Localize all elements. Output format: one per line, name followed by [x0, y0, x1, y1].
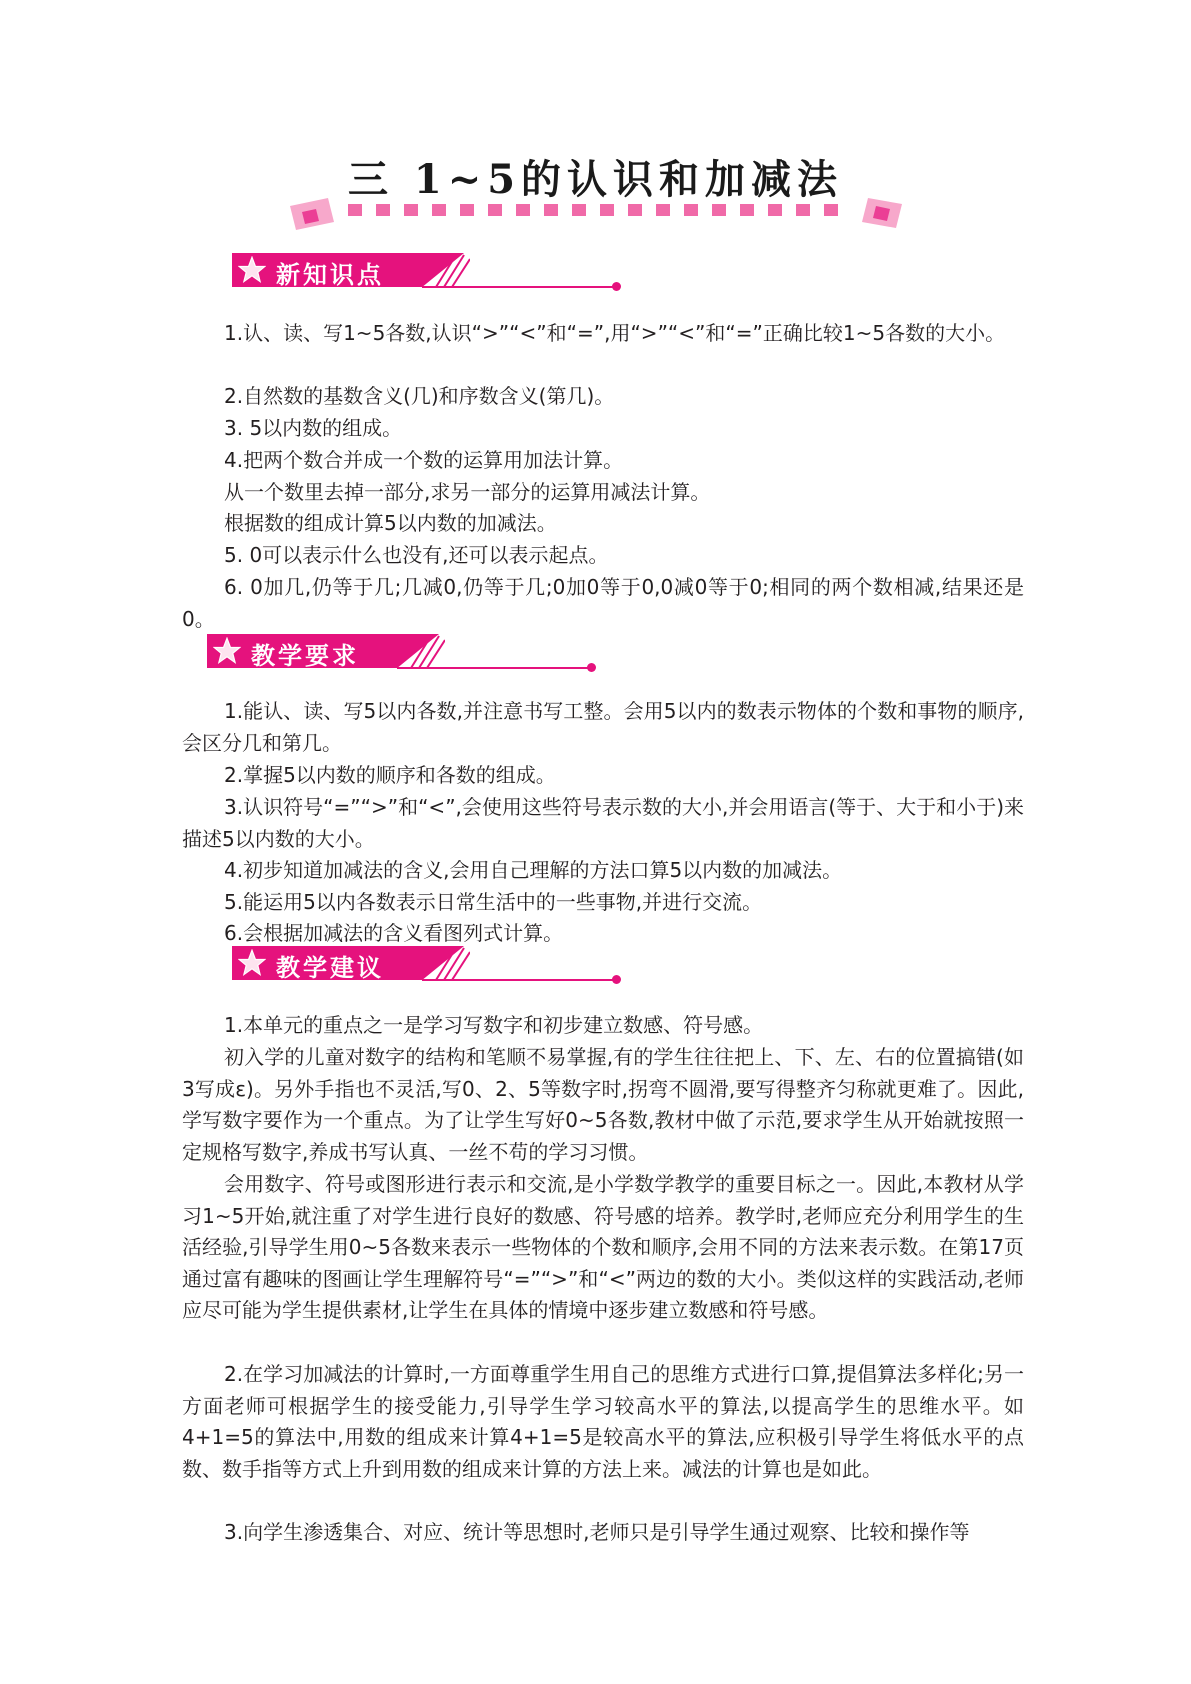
paragraph: 3. 5以内数的组成。 [224, 416, 403, 440]
section-banner-teaching-requirements [207, 634, 607, 674]
paragraph: 1.能认、读、写5以内各数,并注意书写工整。会用5以内的数表示物体的个数和事物的顺序,会区分几和第几。 [182, 699, 1024, 755]
star-icon [238, 949, 266, 977]
stripe-decoration [422, 253, 470, 287]
paragraph: 从一个数里去掉一部分,求另一部分的运算用减法计算。 [224, 480, 711, 504]
paragraph: 初入学的儿童对数字的结构和笔顺不易掌握,有的学生往往把上、下、左、右的位置搞错(如3写成ε)。另外手指也不灵活,写0、2、5等数字时,拐弯不圆滑,要写得整齐匀称就更难了。因此,学写数字要作为一个重点。为了让学生写好0~5各数,教材中做了示范,要求学生从开始就按照一定规格写数字,养成书写认真、一丝不苟的学习习惯。 [182, 1045, 1024, 1164]
paragraph: 1.本单元的重点之一是学习写数字和初步建立数感、符号感。 [224, 1013, 764, 1037]
paragraph: 2.掌握5以内数的顺序和各数的组成。 [224, 763, 556, 787]
paragraph: 1.认、读、写1~5各数,认识“>”“<”和“=”,用“>”“<”和“=”正确比较1~5各数的大小。 [224, 321, 1006, 345]
paragraph: 4.把两个数合并成一个数的运算用加法计算。 [224, 448, 624, 472]
page-title: 三 1~5的认识和加减法 [347, 156, 844, 203]
title-decoration [290, 192, 910, 236]
paragraph: 4.初步知道加减法的含义,会用自己理解的方法口算5以内数的加减法。 [224, 858, 843, 882]
paragraph: 5. 0可以表示什么也没有,还可以表示起点。 [224, 543, 609, 567]
paragraph: 3.认识符号“=”“>”和“<”,会使用这些符号表示数的大小,并会用语言(等于、大于和小于)来描述5以内数的大小。 [182, 795, 1024, 851]
paragraph: 6. 0加几,仍等于几;几减0,仍等于几;0加0等于0,0减0等于0;相同的两个数相减,结果还是0。 [182, 575, 1024, 631]
section-heading: 教学建议 [276, 953, 384, 982]
paragraph: 3.向学生渗透集合、对应、统计等思想时,老师只是引导学生通过观察、比较和操作等 [224, 1520, 970, 1544]
stripe-decoration [397, 634, 445, 668]
section-heading: 教学要求 [251, 641, 359, 670]
section-banner-teaching-suggestions [232, 946, 632, 986]
paragraph: 根据数的组成计算5以内数的加减法。 [224, 511, 557, 535]
paragraph: 2.在学习加减法的计算时,一方面尊重学生用自己的思维方式进行口算,提倡算法多样化;另一方面老师可根据学生的接受能力,引导学生学习较高水平的算法,以提高学生的思维水平。如4+1=5的算法中,用数的组成来计算4+1=5是较高水平的算法,应积极引导学生将低水平的点数、数手指等方式上升到用数的组成来计算的方法上来。减法的计算也是如此。 [182, 1362, 1024, 1481]
paragraph: 6.会根据加减法的含义看图列式计算。 [224, 921, 564, 945]
section-banner-new-knowledge [232, 253, 632, 293]
stripe-decoration [422, 946, 470, 980]
paragraph: 2.自然数的基数含义(几)和序数含义(第几)。 [224, 384, 615, 408]
star-icon [238, 256, 266, 284]
star-icon [213, 637, 241, 665]
section-heading: 新知识点 [276, 260, 384, 289]
paragraph: 5.能运用5以内各数表示日常生活中的一些事物,并进行交流。 [224, 890, 763, 914]
paragraph: 会用数字、符号或图形进行表示和交流,是小学数学教学的重要目标之一。因此,本教材从学习1~5开始,就注重了对学生进行良好的数感、符号感的培养。教学时,老师应充分利用学生的生活经验,引导学生用0~5各数来表示一些物体的个数和顺序,会用不同的方法来表示数。在第17页通过富有趣味的图画让学生理解符号“=”“>”和“<”两边的数的大小。类似这样的实践活动,老师应尽可能为学生提供素材,让学生在具体的情境中逐步建立数感和符号感。 [182, 1172, 1024, 1322]
